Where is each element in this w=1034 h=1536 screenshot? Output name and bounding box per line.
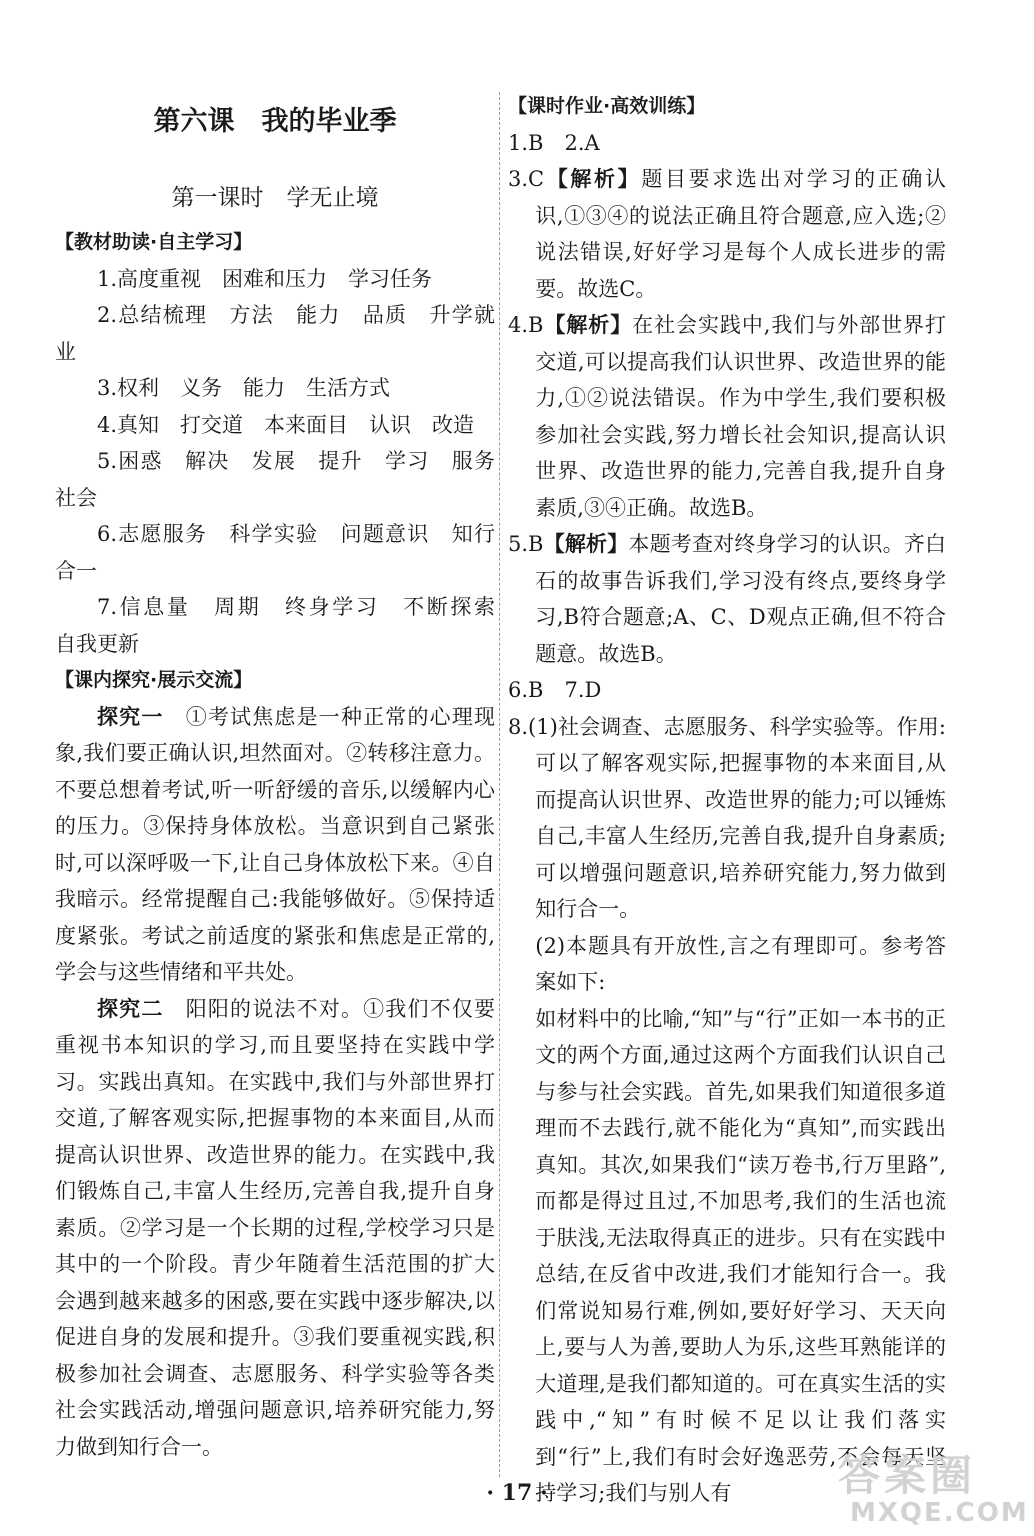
answer-4-tag: 【解析】 — [543, 313, 633, 337]
answer-item-6: 6.志愿服务 科学实验 问题意识 知行合一 — [55, 522, 495, 583]
answer-item-7: 7.信息量 周期 终身学习 不断探索 自我更新 — [55, 595, 516, 656]
answer-5-prefix: 5.B — [508, 532, 544, 556]
answer-1-2: 1.B 2.A — [508, 130, 600, 155]
answer-5-text: 本题考查对终身学习的认识。齐白石的故事告诉我们,学习没有终点,要终身学习,B符合题意;A、C、D观点正确,但不符合题意。故选B。 — [535, 532, 947, 666]
right-column — [508, 0, 946, 1512]
answer-8-part-3: 如材料中的比喻,“知”与“行”正如一本书的正文的两个方面,通过这两个方面我们认识自己与参与社会实践。首先,如果我们知道很多道理而不去践行,就不能化为“真知”,而实践出真知。其次,如果我们“读万卷书,行万里路”,而都是得过且过,不加思考,我们的生活也流于肤浅,无法取得真正的进步。只有在实践中总结,在反省中改进,我们才能知行合一。我们常说知易行难,例如,要好好学习、天天向上,要与人为善,要助人为乐,这些耳熟能详的大道理,是我们都知道的。可在真实生活的实践中,“知”有时候不足以让我们落实到“行”上,我们有时会好逸恶劳,不会每天坚持学习;我们与别人有 — [535, 1006, 946, 1505]
answer-item-1: 1.高度重视 困难和压力 学习任务 — [97, 266, 433, 291]
answer-3-prefix: 3.C — [508, 167, 545, 191]
explore-one-label: 探究一 — [97, 704, 164, 729]
answer-3-tag: 【解析】 — [544, 167, 642, 191]
answer-item-4: 4.真知 打交道 本来面目 认识 改造 — [97, 412, 475, 437]
answer-4-prefix: 4.B — [508, 313, 544, 337]
section-heading-explore: 【课内探究·展示交流】 — [55, 669, 253, 691]
lesson-title: 第六课 我的毕业季 — [153, 106, 397, 137]
answer-6-7: 6.B 7.D — [508, 678, 602, 702]
lesson-subtitle: 第一课时 学无止境 — [171, 185, 379, 211]
explore-two-text: 阳阳的说法不对。①我们不仅要重视书本知识的学习,而且要坚持在实践中学习。实践出真知。在实践中,我们与外部世界打交道,了解客观实际,把握事物的本来面目,从而提高认识世界、改造世界的能力。在实践中,我们锻炼自己,丰富人生经历,完善自我,提升自身素质。②学习是一个长期的过程,学校学习只是其中的一个阶段。青少年随着生活范围的扩大会遇到越来越多的困惑,要在实践中逐步解决,以促进自身的发展和提升。③我们要重视实践,积极参加社会调查、志愿服务、科学实验等各类社会实践活动,增强问题意识,培养研究能力,努力做到知行合一。 — [55, 996, 496, 1459]
explore-one-paragraph — [55, 699, 495, 991]
left-column — [55, 0, 516, 1465]
section-heading-homework: 【课时作业·高效训练】 — [508, 95, 706, 117]
answer-4 — [508, 307, 946, 526]
answer-3 — [508, 161, 946, 307]
watermark-logo — [838, 1451, 1029, 1532]
answer-item-3: 3.权利 义务 能力 生活方式 — [97, 376, 391, 400]
column-divider — [499, 92, 500, 1477]
watermark-sub: MXQE.COM — [850, 1498, 1029, 1528]
watermark-main: 答案圈 — [838, 1451, 977, 1500]
explore-two-paragraph — [55, 991, 495, 1466]
answer-5 — [508, 526, 946, 672]
answer-4-text: 在社会实践中,我们与外部世界打交道,可以提高我们认识世界、改造世界的能力,①②说法错误。作为中学生,我们要积极参加社会实践,努力增长社会知识,提高认识世界、改造世界的能力,完善自我,提升自身素质,③④正确。故选B。 — [535, 313, 946, 520]
page-number: · 17 · — [486, 1480, 548, 1506]
answer-3-text: 题目要求选出对学习的正确认识,①③④的说法正确且符合题意,应入选;②说法错误,好好学习是每个人成长进步的需要。故选C。 — [535, 167, 946, 301]
answer-5-tag: 【解析】 — [543, 532, 629, 556]
answer-8-part-1: 8.(1)社会调查、志愿服务、科学实验等。作用:可以了解客观实际,把握事物的本来面目,从而提高认识世界、改造世界的能力;可以锤炼自己,丰富人生经历,完善自我,提升自身素质;可以增强问题意识,培养研究能力,努力做到知行合一。 — [508, 714, 946, 921]
answer-item-2: 2.总结梳理 方法 能力 品质 升学就业 — [55, 303, 495, 364]
explore-one-text: ①考试焦虑是一种正常的心理现象,我们要正确认识,坦然面对。②转移注意力。不要总想着考试,听一听舒缓的音乐,以缓解内心的压力。③保持身体放松。当意识到自己紧张时,可以深呼吸一下,让自己身体放松下来。④自我暗示。经常提醒自己:我能够做好。⑤保持适度紧张。考试之前适度的紧张和焦虑是正常的,学会与这些情绪和平共处。 — [55, 704, 496, 984]
section-heading-self-study: 【教材助读·自主学习】 — [55, 231, 253, 253]
answer-item-5: 5.困惑 解决 发展 提升 学习 服务社会 — [55, 449, 495, 510]
answer-8-part-2: (2)本题具有开放性,言之有理即可。参考答案如下: — [535, 933, 946, 994]
explore-two-label: 探究二 — [97, 996, 164, 1021]
